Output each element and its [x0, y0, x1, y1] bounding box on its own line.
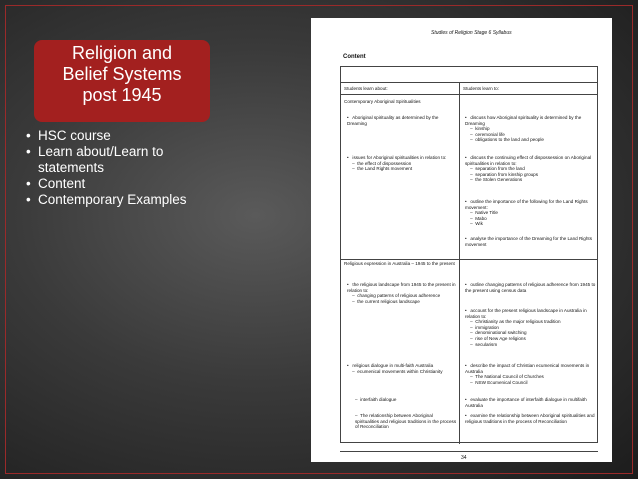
syllabus-table [340, 66, 598, 443]
about-item: – interfaith dialogue [355, 397, 397, 402]
about-item: • the religious landscape from 1945 to the present in relation to: – changing patterns of religious adherence – the current religious landscape [347, 282, 456, 304]
slide-title [34, 40, 210, 122]
bullet-item: • HSC course [24, 128, 224, 144]
col-header-to: Students learn to: [463, 86, 500, 91]
doc-footer-line [340, 451, 598, 452]
syllabus-page-image [311, 18, 612, 462]
bullet-item: • Learn about/Learn to statements [24, 144, 224, 176]
row-heading: Contemporary Aboriginal Spiritualities [344, 99, 421, 104]
table-divider [341, 259, 597, 260]
to-item: • evaluate the importance of interfaith dialogue in multifaith Australia [465, 397, 588, 408]
table-column-divider [459, 82, 460, 444]
title-line-1: Religion and [71, 43, 173, 63]
title-line-3: post 1945 [82, 85, 162, 105]
about-item: • Aboriginal spirituality as determined by the Dreaming [347, 115, 440, 126]
to-item: • discuss how Aboriginal spirituality is determined by the Dreaming – kinship – ceremonial life – obligations to the land and people [465, 115, 582, 143]
about-item: • issues for Aboriginal spiritualities in relation to: – the effect of dispossession – the Land Rights movement [347, 155, 447, 172]
about-item: – The relationship between Aboriginal spiritualities and religious traditions in the process of Reconciliation [355, 413, 458, 430]
col-header-about: Students learn about: [344, 86, 388, 91]
title-line-2: Belief Systems [62, 64, 182, 84]
bullet-item: • Contemporary Examples [24, 192, 224, 208]
row-heading: Religious expression in Australia – 1945 to the present [344, 261, 455, 266]
bullet-item: • Content [24, 176, 224, 192]
about-item: • religious dialogue in multi-faith Australia – ecumenical movements within Christianity [347, 363, 443, 374]
to-item: • analyse the importance of the Dreaming for the Land Rights movement [465, 236, 594, 247]
to-item: • outline changing patterns of religious adherence from 1945 to the present using census data [465, 282, 597, 293]
page-number: 34 [461, 455, 467, 461]
to-item: • discuss the continuing effect of dispossession on Aboriginal spiritualities in relation to: – separation from the land – separation from kinship groups – the Stolen Generations [465, 155, 592, 183]
to-item: • describe the impact of Christian ecumenical movements in Australia – The National Council of Churches – NSW Ecumenical Council [465, 363, 590, 385]
table-divider [341, 94, 597, 95]
table-divider [341, 82, 597, 83]
bullet-list [24, 128, 224, 208]
to-item: • examine the relationship between Aboriginal spiritualities and religious traditions in the process of Reconciliation [465, 413, 596, 424]
to-item: • account for the present religious landscape in Australia in relation to: – Christianity as the major religious tradition – immigration – denominational switching – rise of New Age religions – secularism [465, 308, 587, 347]
doc-section-title: Content [343, 54, 366, 60]
doc-header: Studies of Religion Stage 6 Syllabus [431, 30, 512, 36]
to-item: • outline the importance of the following for the Land Rights movement: – Native Title – Mabo – Wik [465, 199, 588, 227]
